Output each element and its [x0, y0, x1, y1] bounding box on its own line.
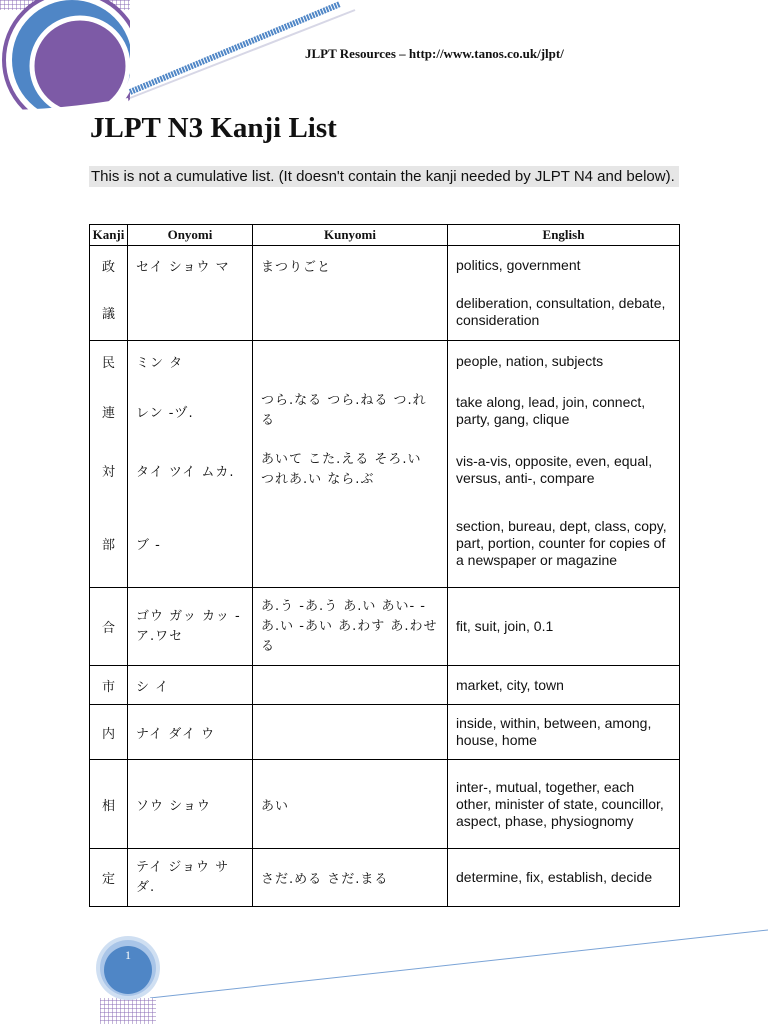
kunyomi-cell: あいて こた.える そろ.い つれあ.い なら.ぶ [261, 452, 422, 487]
kanji-cell: 相 [90, 760, 128, 849]
onyomi-cell [136, 284, 244, 340]
kanji-table [89, 224, 680, 907]
page-number: 1 [125, 948, 131, 962]
english-cell: politics, government [456, 256, 581, 273]
header-kunyomi: Kunyomi [253, 225, 448, 246]
onyomi-cell: レン -ヅ. [136, 405, 194, 421]
kanji-cell: 部 [101, 536, 115, 552]
english-cell: take along, lead, join, connect, party, gang, clique [456, 394, 646, 427]
header-resource-link[interactable]: JLPT Resources – http://www.tanos.co.uk/jlpt/ [305, 46, 564, 61]
onyomi-cell: ミン タ [136, 355, 184, 371]
english-cell: determine, fix, establish, decide [448, 849, 680, 907]
onyomi-cell: ゴウ ガッ カッ -ア.ワセ [128, 588, 253, 666]
kunyomi-cell [253, 705, 448, 760]
onyomi-cell: テイ ジョウ サダ. [128, 849, 253, 907]
header-onyomi: Onyomi [128, 225, 253, 246]
intro-note: This is not a cumulative list. (It doesn't contain the kanji needed by JLPT N4 and below). [89, 166, 679, 187]
kanji-cell: 議 [101, 305, 115, 321]
onyomi-cell: セイ ショウ マ [136, 259, 230, 275]
kunyomi-cell: あ.う -あ.う あ.い あい- -あ.い -あい あ.わす あ.わせる [253, 588, 448, 666]
kunyomi-cell [253, 666, 448, 705]
kanji-cell: 政 [101, 258, 115, 274]
kanji-cell: 対 [101, 463, 115, 479]
kanji-cell: 内 [90, 705, 128, 760]
table-header-row [90, 225, 680, 246]
onyomi-cell: タイ ツイ ムカ. [136, 464, 235, 480]
english-cell: section, bureau, dept, class, copy, part, portion, counter for copies of a newspaper or magazine [456, 517, 667, 568]
table-row [90, 246, 680, 341]
english-cell: inter-, mutual, together, each other, minister of state, councillor, aspect, phase, physiognomy [448, 760, 680, 849]
english-cell: inside, within, between, among, house, home [448, 705, 680, 760]
kunyomi-cell: さだ.める さだ.まる [253, 849, 448, 907]
english-cell: fit, suit, join, 0.1 [448, 588, 680, 666]
english-cell: deliberation, consultation, debate, consideration [456, 295, 666, 328]
table-row [90, 588, 680, 666]
kanji-cell: 民 [101, 354, 115, 370]
kanji-cell: 連 [101, 404, 115, 420]
english-cell: people, nation, subjects [456, 352, 604, 369]
page-title: JLPT N3 Kanji List [90, 112, 337, 144]
kunyomi-cell: つら.なる つら.ねる つ.れる [261, 393, 427, 428]
kunyomi-cell [261, 341, 439, 381]
table-row [90, 341, 680, 588]
kanji-cell: 合 [90, 588, 128, 666]
table-row [90, 705, 680, 760]
onyomi-cell: ソウ ショウ [128, 760, 253, 849]
footer-decoration [0, 920, 768, 1024]
kunyomi-cell: あい [253, 760, 448, 849]
onyomi-cell: シ イ [128, 666, 253, 705]
kunyomi-cell [261, 284, 439, 340]
onyomi-cell: ブ - [136, 537, 161, 553]
table-row [90, 666, 680, 705]
english-cell: vis-a-vis, opposite, even, equal, versus, anti-, compare [456, 453, 653, 486]
kunyomi-cell [261, 499, 439, 587]
english-cell: market, city, town [448, 666, 680, 705]
onyomi-cell: ナイ ダイ ウ [128, 705, 253, 760]
table-row [90, 760, 680, 849]
header-kanji: Kanji [90, 225, 128, 246]
kanji-cell: 定 [90, 849, 128, 907]
kanji-cell: 市 [90, 666, 128, 705]
header-english: English [448, 225, 680, 246]
table-row [90, 849, 680, 907]
kunyomi-cell: まつりごと [261, 259, 332, 275]
